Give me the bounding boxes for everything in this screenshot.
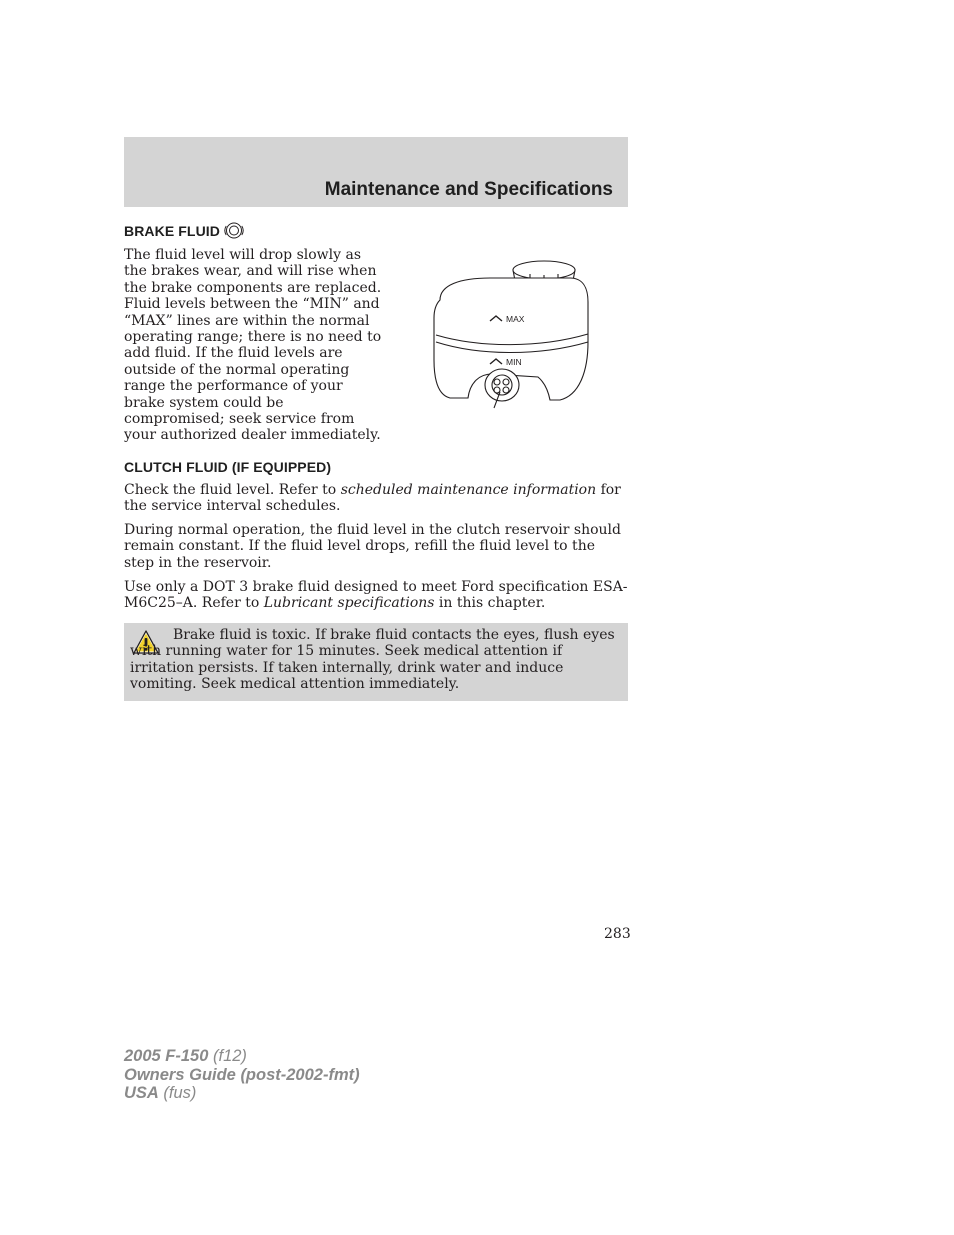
footer-line-3 [124,1084,360,1103]
footer [124,1047,360,1103]
warning-box [124,623,628,701]
footer-line-1 [124,1047,360,1066]
clutch-p1-text-b: for the service interval schedules. [124,482,621,515]
lubricant-specifications-reference: Lubricant specifications [263,595,435,612]
footer-model-code: (f12) [208,1047,247,1065]
header-band [124,137,628,207]
page-number: 283 [604,926,631,942]
brake-fluid-icon [224,222,244,239]
warning-text: Brake fluid is toxic. If brake fluid contacts the eyes, flush eyes with running water for 15 minutes. Seek medical attention if irritation persists. If taken internally, drink water and induce vomiting. Seek medical attention immediately. [130,627,615,693]
clutch-paragraph-2: During normal operation, the fluid level in the clutch reservoir should remain constant. If the fluid level drops, refill the fluid level to the step in the reservoir. [124,522,621,571]
footer-region: USA [124,1084,159,1102]
max-label: MAX [506,314,525,324]
clutch-p3-text-b: in this chapter. [434,595,546,612]
min-label: MIN [506,357,522,367]
footer-region-code: (fus) [158,1084,197,1102]
scheduled-maintenance-reference: scheduled maintenance information [340,482,597,498]
page-title: Maintenance and Specifications [324,179,613,200]
clutch-paragraph-1 [124,482,628,515]
brake-fluid-heading-text: BRAKE FLUID [124,222,220,239]
brake-fluid-paragraph: The fluid level will drop slowly as the brakes wear, and will rise when the brake components are replaced. Fluid levels between the “MIN” and “MAX” lines are within the normal operating range; there is no need to add fluid. If the fluid levels are outside of the normal operating range the performance of your brake system could be compromised; seek service from your authorized dealer immediately. [124,247,382,444]
brake-reservoir-illustration [420,250,600,415]
footer-line-2 [124,1066,360,1085]
clutch-paragraph-3 [124,579,628,612]
clutch-fluid-heading: CLUTCH FLUID (IF EQUIPPED) [124,459,332,475]
clutch-p3-text-a: Use only a DOT 3 brake fluid designed to meet Ford specification ESA-M6C25–A. Refer to [124,579,628,612]
clutch-p1-text-a: Check the fluid level. Refer to [124,482,341,498]
footer-guide: Owners Guide (post-2002-fmt) [124,1065,360,1084]
brake-fluid-heading [124,222,244,239]
footer-model: 2005 F-150 [124,1047,209,1065]
